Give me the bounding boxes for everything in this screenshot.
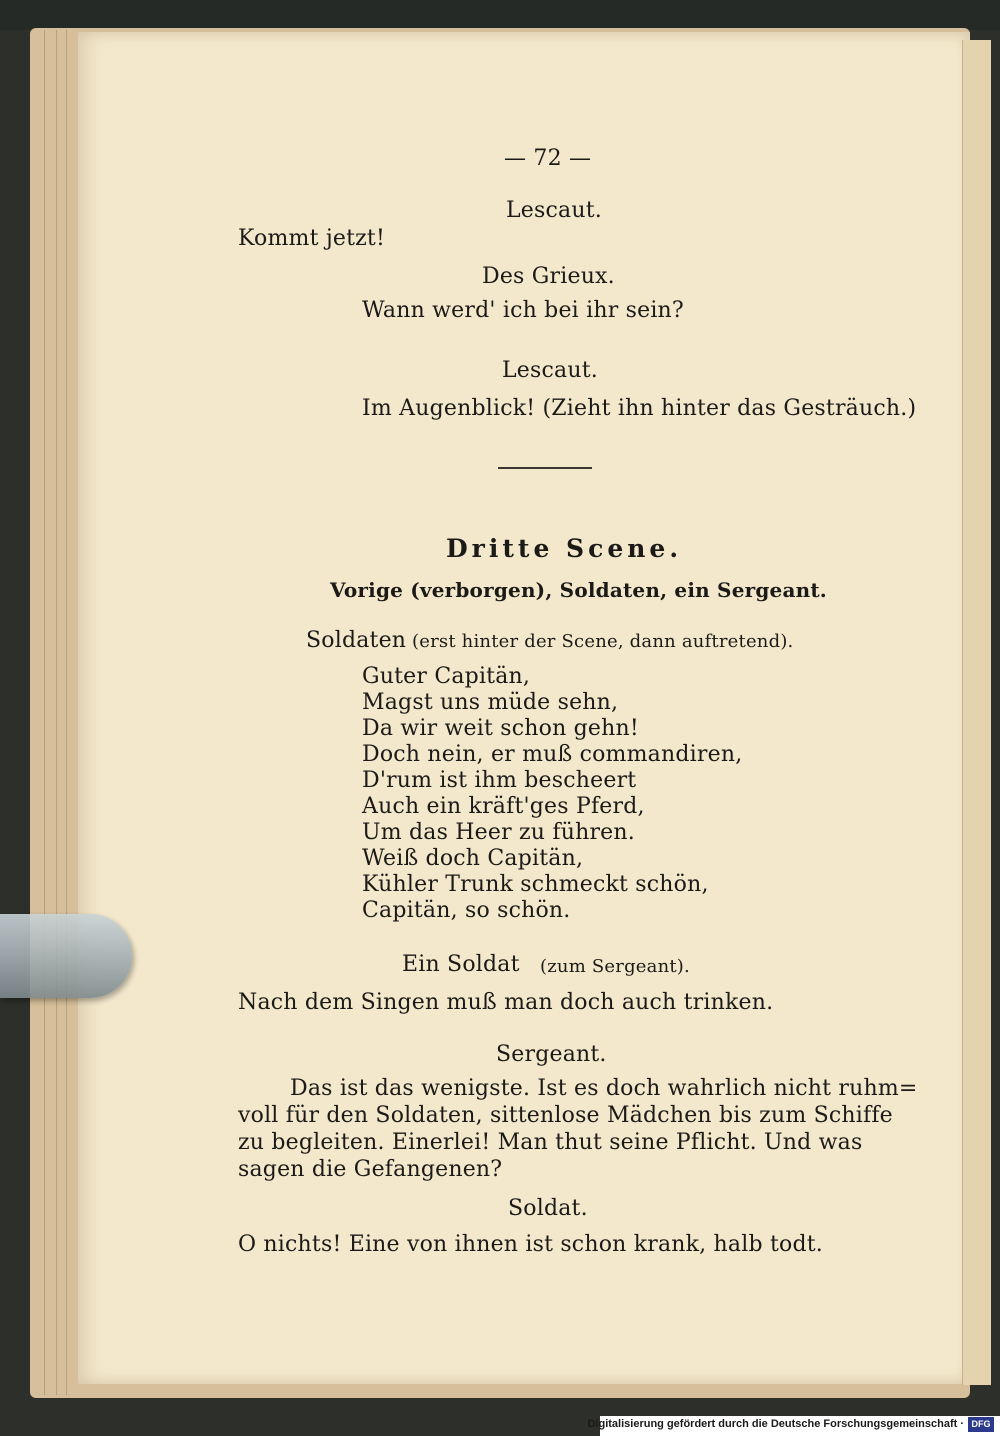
prose-line: sagen die Gefangenen? (238, 1157, 503, 1182)
stage-direction: (erst hinter der Scene, dann auftretend). (412, 631, 794, 652)
speaker-soldat: Soldat. (508, 1196, 588, 1221)
prose-line: voll für den Soldaten, sittenlose Mädchen bis zum Schiffe (238, 1103, 893, 1128)
dfg-logo: DFG (968, 1417, 994, 1432)
prose-line: zu begleiten. Einerlei! Man thut seine Pflicht. Und was (238, 1130, 863, 1155)
speaker-des-grieux: Des Grieux. (482, 264, 615, 289)
funding-credit: Digitalisierung gefördert durch die Deutsche Forschungsgemeinschaft · (587, 1418, 964, 1430)
verse-line: Capitän, so schön. (362, 898, 571, 923)
dialogue-line: Im Augenblick! (Zieht ihn hinter das Gesträuch.) (362, 396, 917, 421)
verse-line: Auch ein kräft'ges Pferd, (362, 794, 645, 819)
speaker-lescaut: Lescaut. (502, 358, 598, 383)
facing-page-edge (962, 40, 991, 1385)
verse-line: Doch nein, er muß commandiren, (362, 742, 743, 767)
scene-title: Dritte Scene. (446, 534, 683, 563)
page-stack-edge (66, 30, 67, 1395)
page-stack-edge (56, 30, 57, 1395)
verse-line: Da wir weit schon gehn! (362, 716, 639, 741)
verse-line: Weiß doch Capitän, (362, 846, 584, 871)
page-stack-edge (44, 30, 45, 1395)
stage-direction: (zum Sergeant). (540, 956, 690, 977)
verse-line: Kühler Trunk schmeckt schön, (362, 872, 709, 897)
speaker-soldaten: Soldaten (306, 628, 407, 653)
speaker-sergeant: Sergeant. (496, 1042, 607, 1067)
verse-line: Guter Capitän, (362, 664, 531, 689)
section-divider (498, 467, 592, 469)
dialogue-line: O nichts! Eine von ihnen ist schon krank, halb todt. (238, 1232, 823, 1257)
verse-line: Magst uns müde sehn, (362, 690, 619, 715)
verse-line: D'rum ist ihm bescheert (362, 768, 637, 793)
speaker-ein-soldat: Ein Soldat (402, 952, 520, 977)
dialogue-line: Kommt jetzt! (238, 226, 386, 251)
dialogue-line: Nach dem Singen muß man doch auch trinken. (238, 990, 774, 1015)
speaker-lescaut: Lescaut. (506, 198, 602, 223)
prose-line: Das ist das wenigste. Ist es doch wahrlich nicht ruhm= (290, 1076, 918, 1101)
page-number: — 72 — (504, 146, 592, 171)
page-clip (0, 914, 132, 998)
scan-background (0, 0, 1000, 30)
verse-line: Um das Heer zu führen. (362, 820, 635, 845)
dialogue-line: Wann werd' ich bei ihr sein? (362, 298, 684, 323)
scene-cast: Vorige (verborgen), Soldaten, ein Sergeant. (330, 578, 827, 602)
